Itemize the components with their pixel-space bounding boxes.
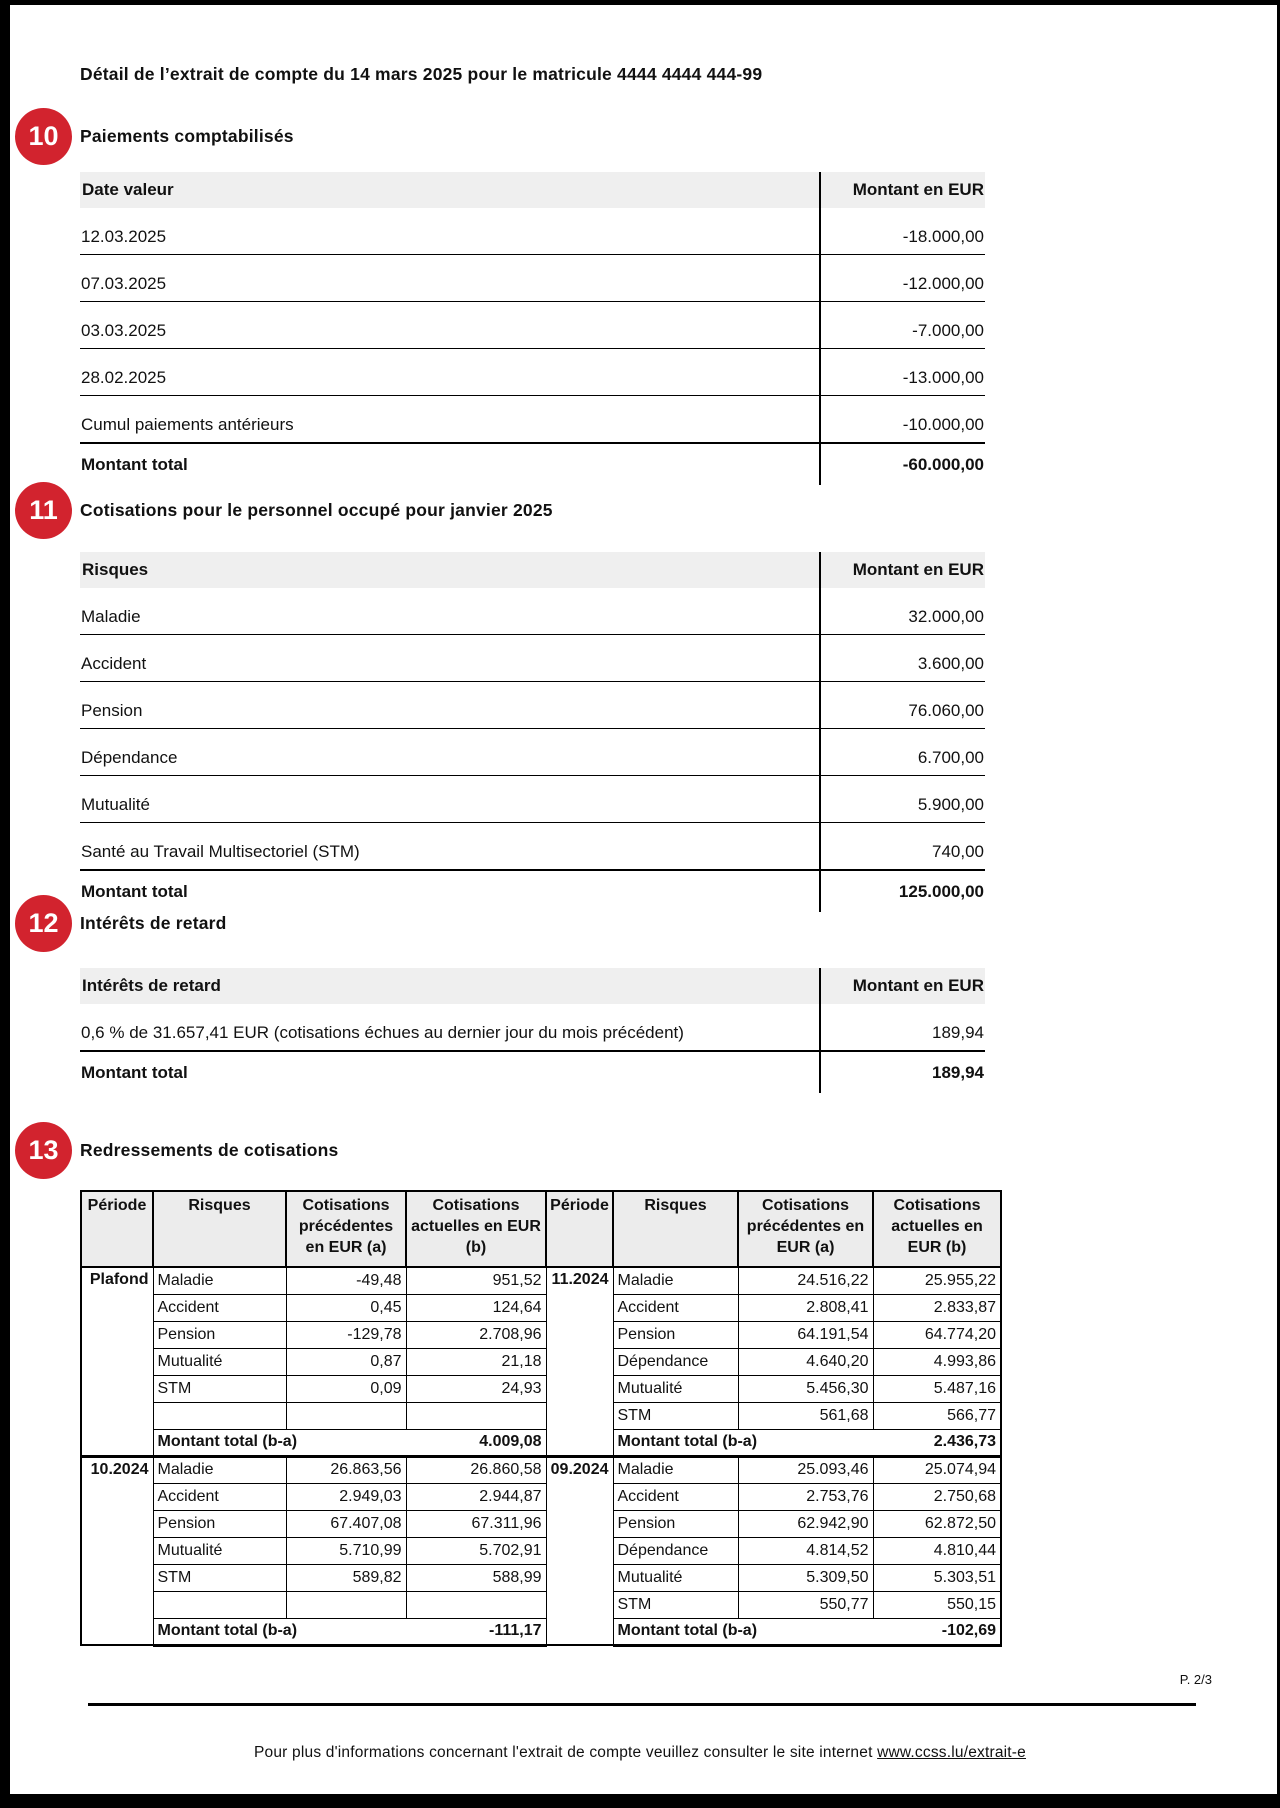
left-current-amount-cell: 67.311,96 xyxy=(406,1510,546,1537)
section-badge-10 xyxy=(15,108,72,165)
table-row xyxy=(80,682,985,729)
table-row xyxy=(80,729,985,776)
column-header-2: Cotisations précédentes en EUR (a) xyxy=(738,1191,873,1267)
right-risk-cell: Mutualité xyxy=(613,1564,738,1591)
table-header-row xyxy=(80,552,985,588)
table-row xyxy=(80,208,985,255)
table-header-row xyxy=(80,172,985,208)
table-row xyxy=(81,1348,1001,1375)
row-amount: 5.900,00 xyxy=(820,776,985,823)
table-row xyxy=(81,1618,1001,1645)
table-row xyxy=(81,1537,1001,1564)
left-risk-cell: Pension xyxy=(153,1510,286,1537)
table-row xyxy=(81,1591,1001,1618)
footer-text: Pour plus d'informations concernant l'extrait de compte veuillez consulter le site internet xyxy=(253,1744,873,1761)
table-row xyxy=(81,1321,1001,1348)
footer-divider xyxy=(88,1703,1196,1706)
column-header-label: Intérêts de retard xyxy=(80,968,820,1004)
row-amount: 76.060,00 xyxy=(820,682,985,729)
row-amount: -12.000,00 xyxy=(820,255,985,302)
row-label: Accident xyxy=(80,635,820,682)
left-current-amount-cell: 588,99 xyxy=(406,1564,546,1591)
right-previous-amount-cell: 62.942,90 xyxy=(738,1510,873,1537)
right-risk-cell: Dépendance xyxy=(613,1537,738,1564)
left-previous-amount-cell: 26.863,56 xyxy=(286,1456,406,1483)
left-risk-cell xyxy=(153,1591,286,1618)
right-previous-amount-cell: 2.753,76 xyxy=(738,1483,873,1510)
left-previous-amount-cell: 5.710,99 xyxy=(286,1537,406,1564)
total-row xyxy=(80,870,985,912)
left-total-value-cell: 4.009,08 xyxy=(406,1429,546,1456)
paiements-table xyxy=(80,172,985,485)
row-amount: -13.000,00 xyxy=(820,349,985,396)
left-total-label-cell: Montant total (b-a) xyxy=(153,1618,406,1645)
left-total-label-cell: Montant total (b-a) xyxy=(153,1429,406,1456)
left-period-cell: 10.2024 xyxy=(81,1456,153,1645)
right-period-cell: 11.2024 xyxy=(546,1267,613,1456)
column-header-label: Risques xyxy=(80,552,820,588)
right-risk-cell: Maladie xyxy=(613,1267,738,1294)
left-current-amount-cell: 24,93 xyxy=(406,1375,546,1402)
total-amount: 189,94 xyxy=(820,1051,985,1093)
row-label: Santé au Travail Multisectoriel (STM) xyxy=(80,823,820,871)
left-previous-amount-cell xyxy=(286,1591,406,1618)
table-row xyxy=(81,1564,1001,1591)
left-risk-cell: STM xyxy=(153,1375,286,1402)
right-current-amount-cell: 25.955,22 xyxy=(873,1267,1001,1294)
row-label: Cumul paiements antérieurs xyxy=(80,396,820,444)
table-row xyxy=(81,1294,1001,1321)
left-previous-amount-cell: -129,78 xyxy=(286,1321,406,1348)
total-label: Montant total xyxy=(80,443,820,485)
right-risk-cell: Mutualité xyxy=(613,1375,738,1402)
total-label: Montant total xyxy=(80,1051,820,1093)
page-border-bottom xyxy=(0,1794,1280,1808)
table-row xyxy=(81,1483,1001,1510)
left-current-amount-cell: 5.702,91 xyxy=(406,1537,546,1564)
left-current-amount-cell: 951,52 xyxy=(406,1267,546,1294)
table-row xyxy=(80,396,985,444)
column-header-1: Risques xyxy=(613,1191,738,1267)
table-row xyxy=(80,823,985,871)
page-number: P. 2/3 xyxy=(1179,1672,1212,1687)
table-row xyxy=(81,1510,1001,1537)
section-heading-interets: Intérêts de retard xyxy=(80,913,227,933)
right-risk-cell: Pension xyxy=(613,1321,738,1348)
left-risk-cell: Maladie xyxy=(153,1456,286,1483)
left-previous-amount-cell: 2.949,03 xyxy=(286,1483,406,1510)
right-current-amount-cell: 5.487,16 xyxy=(873,1375,1001,1402)
row-amount: 32.000,00 xyxy=(820,588,985,635)
table-row xyxy=(80,255,985,302)
left-current-amount-cell: 26.860,58 xyxy=(406,1456,546,1483)
total-row xyxy=(80,443,985,485)
left-current-amount-cell: 124,64 xyxy=(406,1294,546,1321)
right-previous-amount-cell: 24.516,22 xyxy=(738,1267,873,1294)
left-risk-cell: STM xyxy=(153,1564,286,1591)
right-risk-cell: STM xyxy=(613,1591,738,1618)
table-row xyxy=(80,776,985,823)
total-label: Montant total xyxy=(80,870,820,912)
column-header-3: Cotisations actuelles en EUR (b) xyxy=(873,1191,1001,1267)
section-number: 11 xyxy=(29,495,58,525)
left-previous-amount-cell: 67.407,08 xyxy=(286,1510,406,1537)
redressements-table xyxy=(80,1190,1002,1647)
left-period-cell: Plafond xyxy=(81,1267,153,1456)
right-current-amount-cell: 566,77 xyxy=(873,1402,1001,1429)
right-previous-amount-cell: 4.814,52 xyxy=(738,1537,873,1564)
left-previous-amount-cell: -49,48 xyxy=(286,1267,406,1294)
right-previous-amount-cell: 561,68 xyxy=(738,1402,873,1429)
right-previous-amount-cell: 550,77 xyxy=(738,1591,873,1618)
table-row xyxy=(80,1004,985,1051)
column-header-1: Risques xyxy=(153,1191,286,1267)
right-risk-cell: Maladie xyxy=(613,1456,738,1483)
row-label: Maladie xyxy=(80,588,820,635)
table-row xyxy=(80,588,985,635)
row-label: 28.02.2025 xyxy=(80,349,820,396)
cotisations-table xyxy=(80,552,985,912)
row-label: 03.03.2025 xyxy=(80,302,820,349)
left-current-amount-cell: 2.944,87 xyxy=(406,1483,546,1510)
section-badge-11 xyxy=(15,482,72,539)
left-previous-amount-cell: 0,87 xyxy=(286,1348,406,1375)
table-header-row xyxy=(80,968,985,1004)
table-row xyxy=(81,1429,1001,1456)
row-amount: -7.000,00 xyxy=(820,302,985,349)
left-current-amount-cell xyxy=(406,1402,546,1429)
left-risk-cell: Mutualité xyxy=(153,1348,286,1375)
table-row xyxy=(81,1402,1001,1429)
right-previous-amount-cell: 64.191,54 xyxy=(738,1321,873,1348)
right-total-value-cell: -102,69 xyxy=(873,1618,1001,1645)
right-current-amount-cell: 5.303,51 xyxy=(873,1564,1001,1591)
section-heading-paiements: Paiements comptabilisés xyxy=(80,126,294,146)
page-border-left xyxy=(0,0,10,1808)
row-amount: 6.700,00 xyxy=(820,729,985,776)
section-badge-12 xyxy=(15,895,72,952)
right-current-amount-cell: 25.074,94 xyxy=(873,1456,1001,1483)
left-risk-cell: Pension xyxy=(153,1321,286,1348)
right-current-amount-cell: 62.872,50 xyxy=(873,1510,1001,1537)
left-risk-cell: Mutualité xyxy=(153,1537,286,1564)
row-label: 0,6 % de 31.657,41 EUR (cotisations échues au dernier jour du mois précédent) xyxy=(80,1004,820,1051)
row-amount: -18.000,00 xyxy=(820,208,985,255)
left-previous-amount-cell: 0,45 xyxy=(286,1294,406,1321)
column-header-3: Cotisations actuelles en EUR (b) xyxy=(406,1191,546,1267)
total-amount: 125.000,00 xyxy=(820,870,985,912)
row-amount: 3.600,00 xyxy=(820,635,985,682)
section-number: 13 xyxy=(28,1135,59,1165)
interets-table xyxy=(80,968,985,1093)
right-previous-amount-cell: 2.808,41 xyxy=(738,1294,873,1321)
left-previous-amount-cell: 0,09 xyxy=(286,1375,406,1402)
right-total-label-cell: Montant total (b-a) xyxy=(613,1618,873,1645)
column-header-amount: Montant en EUR xyxy=(820,172,985,208)
row-amount: 740,00 xyxy=(820,823,985,871)
footer-link[interactable]: www.ccss.lu/extrait-e xyxy=(877,1744,1026,1761)
row-label: Pension xyxy=(80,682,820,729)
section-number: 12 xyxy=(28,908,59,938)
right-total-label-cell: Montant total (b-a) xyxy=(613,1429,873,1456)
page-border-top xyxy=(0,0,1280,5)
right-previous-amount-cell: 5.456,30 xyxy=(738,1375,873,1402)
left-risk-cell: Maladie xyxy=(153,1267,286,1294)
row-label: Mutualité xyxy=(80,776,820,823)
right-risk-cell: Pension xyxy=(613,1510,738,1537)
column-header-amount: Montant en EUR xyxy=(820,968,985,1004)
right-previous-amount-cell: 5.309,50 xyxy=(738,1564,873,1591)
left-current-amount-cell xyxy=(406,1591,546,1618)
left-previous-amount-cell xyxy=(286,1402,406,1429)
left-current-amount-cell: 21,18 xyxy=(406,1348,546,1375)
column-header-label: Date valeur xyxy=(80,172,820,208)
right-current-amount-cell: 4.810,44 xyxy=(873,1537,1001,1564)
row-amount: 189,94 xyxy=(820,1004,985,1051)
table-row xyxy=(81,1456,1001,1483)
section-heading-redressements: Redressements de cotisations xyxy=(80,1140,339,1160)
table-row xyxy=(80,302,985,349)
left-total-value-cell: -111,17 xyxy=(406,1618,546,1645)
row-label: Dépendance xyxy=(80,729,820,776)
table-row xyxy=(81,1375,1001,1402)
table-row xyxy=(80,635,985,682)
right-risk-cell: STM xyxy=(613,1402,738,1429)
left-previous-amount-cell: 589,82 xyxy=(286,1564,406,1591)
right-previous-amount-cell: 25.093,46 xyxy=(738,1456,873,1483)
row-amount: -10.000,00 xyxy=(820,396,985,444)
footer-note xyxy=(80,1744,1200,1762)
right-risk-cell: Accident xyxy=(613,1483,738,1510)
row-label: 12.03.2025 xyxy=(80,208,820,255)
section-badge-13 xyxy=(15,1122,72,1179)
total-row xyxy=(80,1051,985,1093)
section-heading-cotisations: Cotisations pour le personnel occupé pour janvier 2025 xyxy=(80,500,553,520)
left-risk-cell: Accident xyxy=(153,1294,286,1321)
table-header-row xyxy=(81,1191,1001,1267)
column-header-0: Période xyxy=(546,1191,613,1267)
left-current-amount-cell: 2.708,96 xyxy=(406,1321,546,1348)
left-risk-cell: Accident xyxy=(153,1483,286,1510)
total-amount: -60.000,00 xyxy=(820,443,985,485)
section-number: 10 xyxy=(28,121,59,151)
right-current-amount-cell: 550,15 xyxy=(873,1591,1001,1618)
right-current-amount-cell: 2.750,68 xyxy=(873,1483,1001,1510)
row-label: 07.03.2025 xyxy=(80,255,820,302)
right-total-value-cell: 2.436,73 xyxy=(873,1429,1001,1456)
column-header-0: Période xyxy=(81,1191,153,1267)
table-row xyxy=(81,1267,1001,1294)
left-risk-cell xyxy=(153,1402,286,1429)
right-risk-cell: Accident xyxy=(613,1294,738,1321)
page-title: Détail de l’extrait de compte du 14 mars 2025 pour le matricule 4444 4444 444-99 xyxy=(80,64,763,84)
right-risk-cell: Dépendance xyxy=(613,1348,738,1375)
right-current-amount-cell: 64.774,20 xyxy=(873,1321,1001,1348)
table-row xyxy=(80,349,985,396)
right-previous-amount-cell: 4.640,20 xyxy=(738,1348,873,1375)
right-current-amount-cell: 4.993,86 xyxy=(873,1348,1001,1375)
right-current-amount-cell: 2.833,87 xyxy=(873,1294,1001,1321)
column-header-amount: Montant en EUR xyxy=(820,552,985,588)
column-header-2: Cotisations précédentes en EUR (a) xyxy=(286,1191,406,1267)
right-period-cell: 09.2024 xyxy=(546,1456,613,1645)
